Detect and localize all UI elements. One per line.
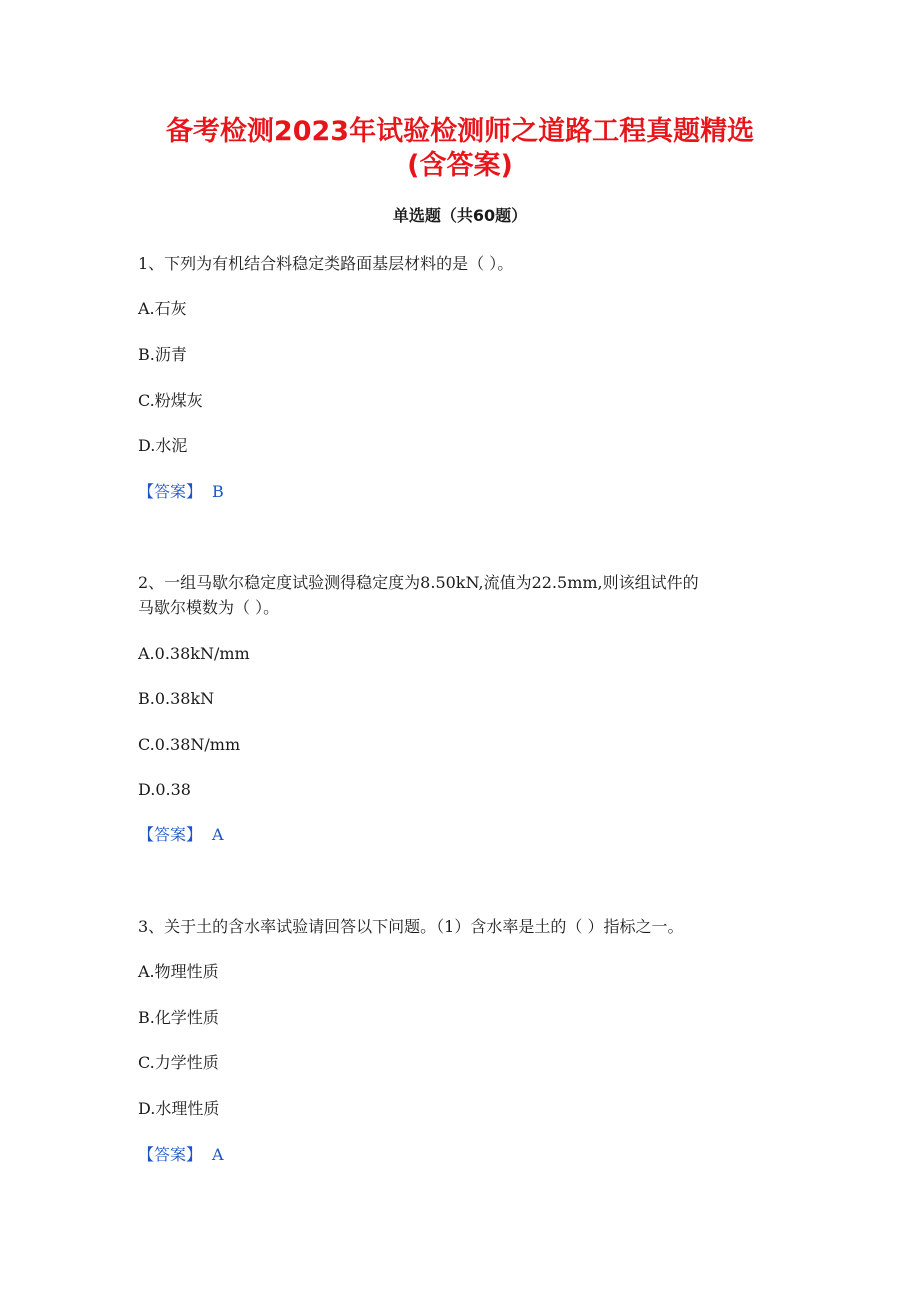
answer-value: A [212,1145,224,1164]
answer-value: B [212,482,224,501]
answer-line [138,1143,224,1167]
option-b: B.化学性质 [138,1008,219,1027]
option-d: D.水泥 [138,436,188,455]
answer-label: 【答案】 [138,482,203,501]
answer-line [138,823,224,847]
document-title-line2: (含答案) [407,150,513,181]
answer-line [138,480,224,504]
answer-label: 【答案】 [138,1145,203,1164]
question-stem: 2、一组马歇尔稳定度试验测得稳定度为8.50kN,流值为22.5mm,则该组试件的 [138,573,699,592]
option-b: B.沥青 [138,345,187,364]
option-b: B.0.38kN [138,689,215,708]
question-stem: 3、关于土的含水率试验请回答以下问题。（1）含水率是土的（ ）指标之一。 [138,917,684,936]
option-a: A.物理性质 [138,962,219,981]
option-c: C.力学性质 [138,1053,219,1072]
question-stem: 1、下列为有机结合料稳定类路面基层材料的是（ ）。 [138,254,514,273]
option-c: C.0.38N/mm [138,735,241,754]
answer-value: A [212,825,224,844]
option-c: C.粉煤灰 [138,391,203,410]
option-d: D.0.38 [138,780,191,799]
answer-label: 【答案】 [138,825,203,844]
section-heading: 单选题（共60题） [392,206,528,225]
option-a: A.石灰 [138,299,187,318]
question-stem-continued: 马歇尔模数为（ ）。 [138,598,280,617]
document-title-line1: 备考检测2023年试验检测师之道路工程真题精选 [165,116,755,147]
option-a: A.0.38kN/mm [138,644,250,663]
option-d: D.水理性质 [138,1099,220,1118]
